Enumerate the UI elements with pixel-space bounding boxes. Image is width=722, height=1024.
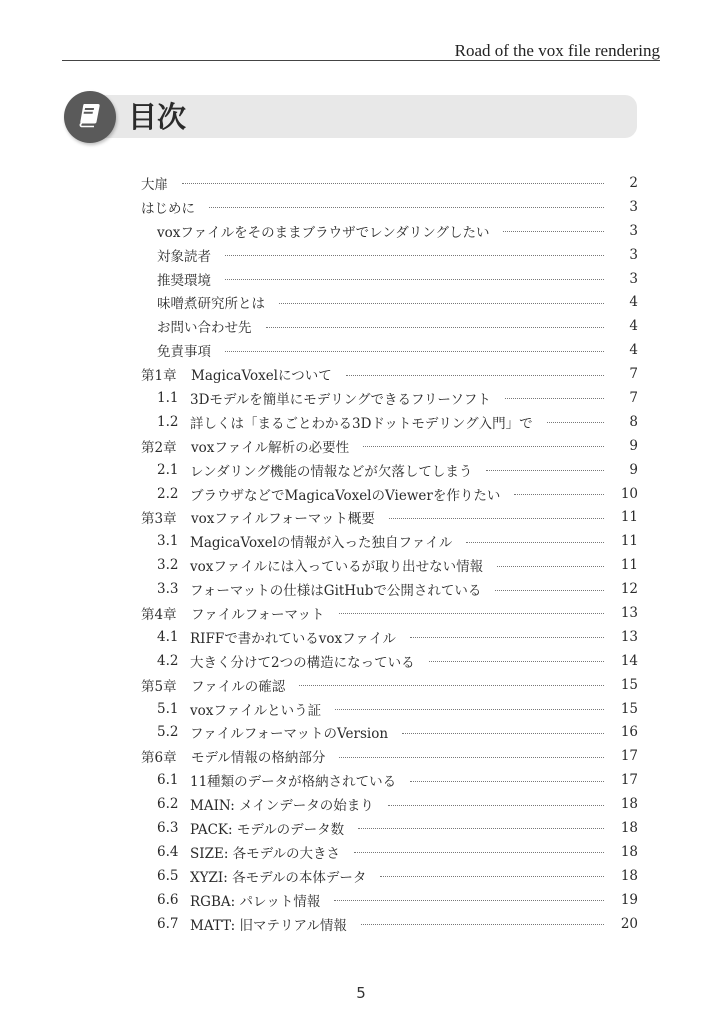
toc-entry-number: 6.7 [157,915,179,932]
dotted-leader [429,661,604,662]
page-title: 目次 [128,100,187,134]
toc-entry[interactable] [141,219,638,243]
toc-entry-title: PACK: モデルのデータ数 [190,821,345,838]
dotted-leader [182,183,604,184]
toc-entry-number: 5.1 [157,700,179,717]
toc-entry-title: 11種類のデータが格納されている [190,774,397,791]
toc-entry-number: 第5章 [141,678,177,695]
dotted-leader [505,398,604,399]
toc-entry-title: 大扉 [141,176,168,193]
dotted-leader [209,207,604,208]
toc-entry[interactable] [141,410,638,434]
toc-entry-number: 2.2 [157,485,179,502]
toc-entry[interactable] [141,338,638,362]
toc-entry[interactable] [141,840,638,864]
toc-entry-page: 13 [620,604,638,621]
toc-entry-page: 3 [629,222,638,239]
toc-entry-page: 3 [629,270,638,287]
dotted-leader [225,279,604,280]
running-header [62,38,660,61]
toc-entry-title: MagicaVoxelの情報が入った独自ファイル [190,535,453,552]
toc-entry-title: 3Dモデルを簡単にモデリングできるフリーソフト [190,391,491,408]
toc-entry-title: はじめに [141,200,195,217]
toc-entry[interactable] [141,362,638,386]
toc-entry-number: 1.1 [157,389,179,406]
toc-entry[interactable] [141,553,638,577]
dotted-leader [402,733,604,734]
toc-entry[interactable] [141,195,638,219]
toc-entry-page: 18 [620,819,638,836]
toc-entry-page: 2 [629,174,638,191]
toc-entry-number: 6.4 [157,843,179,860]
toc-entry-title: レンダリング機能の情報などが欠落してしまう [190,463,473,480]
dotted-leader [299,685,604,686]
toc-entry-title: voxファイル解析の必要性 [191,439,350,456]
toc-entry-page: 18 [620,843,638,860]
dotted-leader [388,805,604,806]
toc-entry-page: 15 [620,676,638,693]
toc-entry-page: 11 [620,509,638,526]
toc-entry-number: 5.2 [157,724,179,741]
toc-entry-page: 19 [620,891,638,908]
toc-entry-title: ファイルフォーマット [191,606,325,623]
toc-entry-number: 3.2 [157,557,179,574]
toc-entry-title: ファイルの確認 [191,678,286,695]
dotted-leader [380,876,604,877]
toc-entry-title: 味噌煮研究所とは [157,296,265,313]
dotted-leader [266,327,605,328]
toc-entry-page: 18 [620,867,638,884]
toc-entry[interactable] [141,768,638,792]
toc-entry[interactable] [141,505,638,529]
toc-entry[interactable] [141,888,638,912]
toc-entry-page: 14 [620,652,638,669]
toc-entry-page: 17 [620,748,638,765]
toc-entry-number: 第1章 [141,368,177,385]
toc-entry[interactable] [141,243,638,267]
page-number: 5 [356,984,366,1002]
toc-entry-number: 3.1 [157,533,179,550]
toc-entry-title: voxファイルという証 [190,702,322,719]
dotted-leader [410,781,604,782]
dotted-leader [410,637,604,638]
toc-entry-page: 16 [620,724,638,741]
toc-entry[interactable] [141,816,638,840]
dotted-leader [339,613,604,614]
toc-entry[interactable] [141,912,638,936]
toc-entry[interactable] [141,792,638,816]
toc-entry[interactable] [141,673,638,697]
toc-entry-page: 4 [629,294,638,311]
toc-entry-page: 7 [629,389,638,406]
toc-entry[interactable] [141,864,638,888]
toc-entry-title: RIFFで書かれているvoxファイル [190,630,396,647]
toc-entry[interactable] [141,577,638,601]
dotted-leader [354,852,604,853]
toc-entry[interactable] [141,314,638,338]
dotted-leader [495,590,604,591]
toc-entry[interactable] [141,697,638,721]
toc-entry-title: 対象読者 [157,248,211,265]
toc-entry-page: 11 [620,533,638,550]
toc-entry-title: お問い合わせ先 [157,320,252,337]
dotted-leader [279,303,604,304]
toc-entry[interactable] [141,625,638,649]
toc-entry[interactable] [141,434,638,458]
toc-entry-page: 4 [629,318,638,335]
toc-entry-number: 第6章 [141,750,177,767]
dotted-leader [363,446,604,447]
toc-entry-title: SIZE: 各モデルの大きさ [190,845,340,862]
toc-entry-page: 4 [629,342,638,359]
toc-entry-title: voxファイルフォーマット概要 [191,511,375,528]
toc-entry-title: 大きく分けて2つの構造になっている [190,654,415,671]
toc-entry[interactable] [141,171,638,195]
toc-entry-number: 第4章 [141,606,177,623]
toc-entry[interactable] [141,720,638,744]
toc-entry-page: 3 [629,246,638,263]
toc-entry-title: 免責事項 [157,344,211,361]
toc-entry-page: 9 [629,437,638,454]
dotted-leader [346,375,604,376]
toc-entry-number: 6.6 [157,891,179,908]
toc-entry-page: 13 [620,628,638,645]
toc-entry-title: フォーマットの仕様はGitHubで公開されている [190,583,482,600]
toc-entry-page: 8 [629,413,638,430]
dotted-leader [497,566,604,567]
toc-entry[interactable] [141,290,638,314]
toc-entry-page: 10 [620,485,638,502]
toc-entry-page: 12 [620,581,638,598]
dotted-leader [339,757,604,758]
toc-entry-number: 4.2 [157,652,179,669]
toc-entry-page: 18 [620,796,638,813]
toc-entry-title: 推奨環境 [157,272,211,289]
toc-entry-number: 第2章 [141,439,177,456]
toc-entry-page: 17 [620,772,638,789]
toc-entry-title: 詳しくは「まるごとわかる3Dドットモデリング入門」で [190,415,533,432]
dotted-leader [466,542,604,543]
toc-entry[interactable] [141,529,638,553]
dotted-leader [225,255,604,256]
toc-entry-title: MagicaVoxelについて [191,368,332,385]
running-title: Road of the vox file rendering [454,41,660,60]
toc-entry[interactable] [141,267,638,291]
toc-entry-page: 11 [620,557,638,574]
dotted-leader [486,470,604,471]
toc-entry-title: ブラウザなどでMagicaVoxelのViewerを作りたい [190,487,501,504]
toc-entry[interactable] [141,649,638,673]
toc-entry-number: 6.5 [157,867,179,884]
toc-entry[interactable] [141,386,638,410]
toc-entry-number: 2.1 [157,461,179,478]
toc-entry-title: voxファイルをそのままブラウザでレンダリングしたい [157,224,490,241]
toc-entry-page: 15 [620,700,638,717]
toc-entry[interactable] [141,744,638,768]
dotted-leader [358,828,604,829]
toc-entry-title: ファイルフォーマットのVersion [190,726,389,743]
toc-entry[interactable] [141,601,638,625]
toc-entry-page: 20 [620,915,638,932]
toc-entry-number: 3.3 [157,581,179,598]
toc-entry-number: 6.3 [157,819,179,836]
toc-entry-title: voxファイルには入っているが取り出せない情報 [190,559,484,576]
toc-entry-number: 1.2 [157,413,179,430]
book-icon [75,100,105,134]
toc-entry-number: 6.1 [157,772,179,789]
toc-entry-page: 9 [629,461,638,478]
table-of-contents [141,171,638,936]
dotted-leader [514,494,604,495]
toc-entry-title: RGBA: パレット情報 [190,893,321,910]
heading-icon-badge [64,91,116,143]
toc-entry-title: MATT: 旧マテリアル情報 [190,917,347,934]
dotted-leader [547,422,604,423]
dotted-leader [503,231,604,232]
toc-entry-number: 4.1 [157,628,179,645]
toc-entry[interactable] [141,458,638,482]
toc-entry-page: 7 [629,366,638,383]
dotted-leader [389,518,604,519]
dotted-leader [361,924,604,925]
toc-entry[interactable] [141,482,638,506]
toc-entry-title: XYZI: 各モデルの本体データ [190,869,367,886]
dotted-leader [334,900,604,901]
toc-entry-title: モデル情報の格納部分 [191,750,326,767]
toc-heading [64,91,639,143]
toc-entry-page: 3 [629,198,638,215]
toc-entry-title: MAIN: メインデータの始まり [190,798,374,815]
toc-entry-number: 第3章 [141,511,177,528]
dotted-leader [335,709,604,710]
toc-entry-number: 6.2 [157,796,179,813]
dotted-leader [225,351,604,352]
